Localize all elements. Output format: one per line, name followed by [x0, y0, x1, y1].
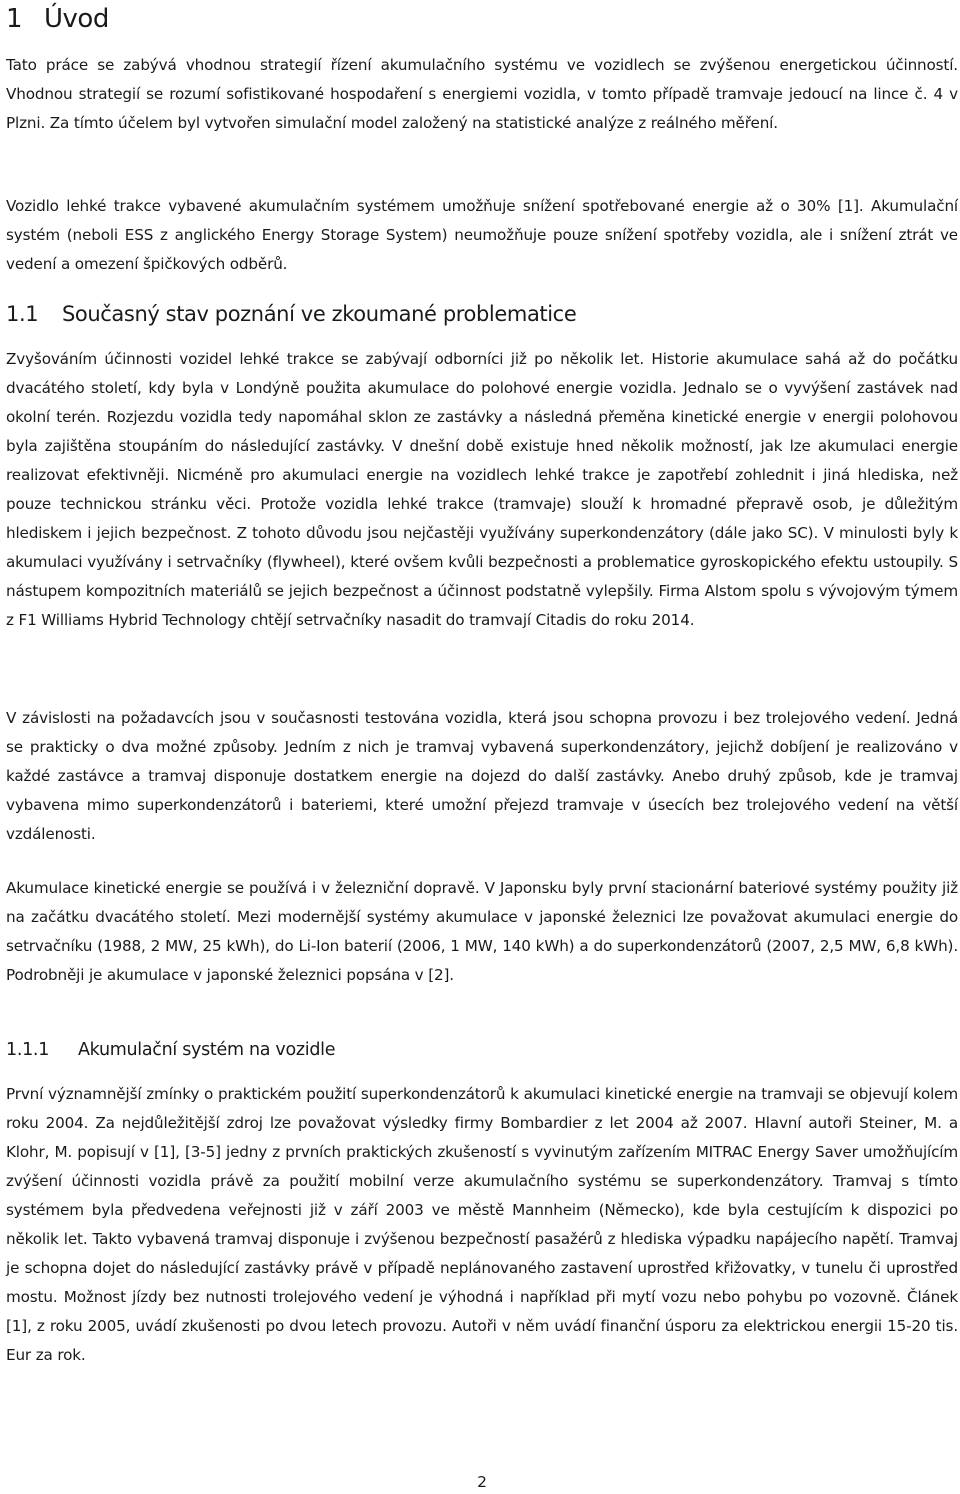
- paragraph: Akumulace kinetické energie se používá i v železniční dopravě. V Japonsku byly první stacionární bateriové systémy použity již na začátku dvacátého století. Mezi modernější systémy akumulace v japonské železnici lze považovat akumulaci energie do setrvačníku (1988, 2 MW, 25 kWh), do Li-Ion baterií (2006, 1 MW, 140 kWh) a do superkondenzátorů (2007, 2,5 MW, 6,8 kWh). Podrobněji je akumulace v japonské železnici popsána v [2].: [6, 879, 958, 984]
- heading-accumulation-system: [6, 1037, 335, 1063]
- heading-title: Úvod: [44, 4, 109, 34]
- heading-title: Akumulační systém na vozidle: [78, 1040, 336, 1060]
- heading-title: Současný stav poznání ve zkoumané problematice: [62, 302, 577, 326]
- paragraph: Tato práce se zabývá vhodnou strategií řízení akumulačního systému ve vozidlech se zvýšenou energetickou účinností. Vhodnou strategií se rozumí sofistikované hospodaření s energiemi vozidla, v tomto případě tramvaje jedoucí na lince č. 4 v Plzni. Za tímto účelem byl vytvořen simulační model založený na statistické analýze z reálného měření.: [6, 56, 958, 132]
- paragraph: Zvyšováním účinnosti vozidel lehké trakce se zabývají odborníci již po několik let. Historie akumulace sahá až do počátku dvacátého století, kdy byla v Londýně použita akumulace do polohové energie vozidla. Jednalo se o vyvýšení zastávek nad okolní terén. Rozjezdu vozidla tedy napomáhal sklon ze zastávky a následná přeměna kinetické energie v energii polohovou byla zajištěna stoupáním do následující zastávky. V dnešní době existuje hned několik možností, jak lze akumulaci energie realizovat efektivněji. Nicméně pro akumulaci energie na vozidlech lehké trakce je zapotřebí zohlednit i jiná hlediska, než pouze technickou stránku věci. Protože vozidla lehké trakce (tramvaje) slouží k hromadné přepravě osob, je důležitým hlediskem i jejich bezpečnost. Z tohoto důvodu jsou nejčastěji využívány superkondenzátory (dále jako SC). V minulosti byly k akumulaci využívány i setrvačníky (flywheel), které ovšem kvůli bezpečnosti a problematice gyroskopického efektu ustoupily. S nástupem kompozitních materiálů se jejich bezpečnost a účinnost podstatně vylepšily. Firma Alstom spolu s vývojovým týmem z F1 Williams Hybrid Technology chtějí setrvačníky nasadit do tramvají Citadis do roku 2014.: [6, 350, 958, 629]
- heading-number: 1.1.1: [6, 1040, 50, 1060]
- paragraph: První významnější zmínky o praktickém použití superkondenzátorů k akumulaci kinetické energie na tramvaji se objevují kolem roku 2004. Za nejdůležitější zdroj lze považovat výsledky firmy Bombardier z let 2004 až 2007. Hlavní autoři Steiner, M. a Klohr, M. popisují v [1], [3-5] jedny z prvních praktických zkušeností s vyvinutým zařízením MITRAC Energy Saver umožňujícím zvýšení účinnosti vozidla právě za použití mobilní verze akumulačního systému se superkondenzátory. Tramvaj s tímto systémem byla předvedena veřejnosti již v září 2003 ve městě Mannheim (Německo), kde byla cestujícím k dispozici po několik let. Takto vybavená tramvaj disponuje i zvýšenou bezpečností pasažérů z hlediska výpadku napájecího napětí. Tramvaj je schopna dojet do následující zastávky právě v případě neplánovaného zastavení uprostřed křižovatky, v tunelu či uprostřed mostu. Možnost jízdy bez nutnosti trolejového vedení je výhodná i například při mytí vozu nebo pohybu po vozovně. Článek [1], z roku 2005, uvádí zkušenosti po dvou letech provozu. Autoři v něm uvádí finanční úsporu za elektrickou energii 15-20 tis. Eur za rok.: [6, 1085, 958, 1364]
- paragraph: V závislosti na požadavcích jsou v současnosti testována vozidla, která jsou schopna provozu i bez trolejového vedení. Jedná se prakticky o dva možné způsoby. Jedním z nich je tramvaj vybavená superkondenzátory, jejichž dobíjení je realizováno v každé zastávce a tramvaj disponuje dostatkem energie na dojezd do další zastávky. Anebo druhý způsob, kde je tramvaj vybavena mimo superkondenzátorů i bateriemi, které umožní přejezd tramvaje v úsecích bez trolejového vedení na větší vzdálenosti.: [6, 709, 958, 843]
- heading-number: 1: [6, 4, 23, 34]
- heading-current-state: [6, 300, 576, 328]
- heading-number: 1.1: [6, 302, 39, 326]
- paragraph: Vozidlo lehké trakce vybavené akumulačním systémem umožňuje snížení spotřebované energie až o 30% [1]. Akumulační systém (neboli ESS z anglického Energy Storage System) neumožňuje pouze snížení spotřeby vozidla, ale i snížení ztrát ve vedení a omezení špičkových odběrů.: [6, 197, 958, 273]
- page-number: 2: [477, 1473, 487, 1491]
- heading-uvod: [6, 2, 109, 36]
